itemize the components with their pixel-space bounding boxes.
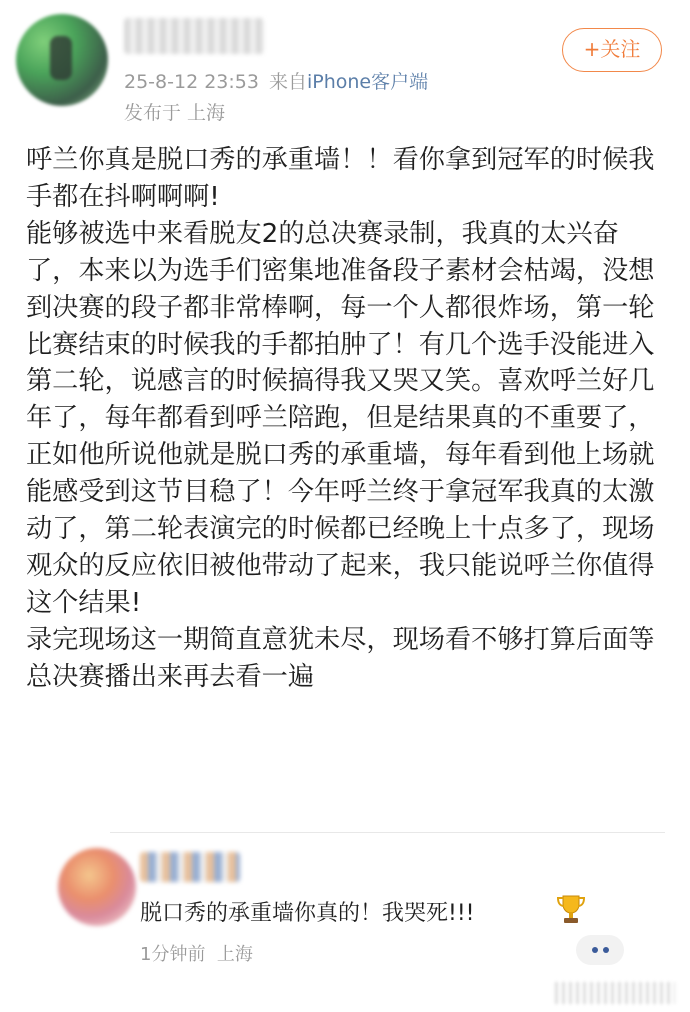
author-avatar[interactable] [16, 14, 108, 106]
trophy-icon [556, 893, 586, 925]
post-location: 发布于 上海 [124, 102, 226, 124]
post-source-prefix: 来自 [268, 71, 307, 93]
comment-location: 上海 [216, 944, 253, 965]
comment-author-name[interactable] [140, 852, 240, 882]
post-body-text: 呼兰你真是脱口秀的承重墙！！看你拿到冠军的时候我手都在抖啊啊啊! 能够被选中来看脱友2的总决赛录制，我真的太兴奋了，本来以为选手们密集地准备段子素材会枯竭，没想到决赛的段子都非常棒啊，每一个人都很炸场，第一轮比赛结束的时候我的手都拍肿了！有几个选手没能进入第二轮，说感言的时候搞得我又哭又笑。喜欢呼兰好几年了，每年都看到呼兰陪跑，但是结果真的不重要了，正如他所说他就是脱口秀的承重墙，每年看到他上场就能感受到这节目稳了！今年呼兰终于拿冠军我真的太激动了，第二轮表演完的时候都已经晚上十点多了，现场观众的反应依旧被他带动了起来，我只能说呼兰你值得这个结果! 录完现场这一期简直意犹未尽，现场看不够打算后面等总决赛播出来再去看一遍 [26, 145, 655, 692]
follow-button[interactable]: +关注 [562, 28, 662, 72]
post-source-device[interactable]: iPhone客户端 [306, 71, 429, 93]
comment-avatar[interactable] [58, 848, 136, 926]
watermark [555, 982, 675, 1004]
divider [110, 832, 665, 833]
more-dots-icon[interactable] [576, 935, 624, 965]
author-name[interactable] [124, 18, 264, 54]
comment-meta [140, 940, 253, 966]
post-timestamp: 25-8-12 23:53 [124, 71, 259, 93]
comment-time: 1分钟前 [140, 944, 206, 965]
post-meta [124, 67, 428, 94]
comment-text: 脱口秀的承重墙你真的！我哭死!!! [140, 901, 475, 926]
